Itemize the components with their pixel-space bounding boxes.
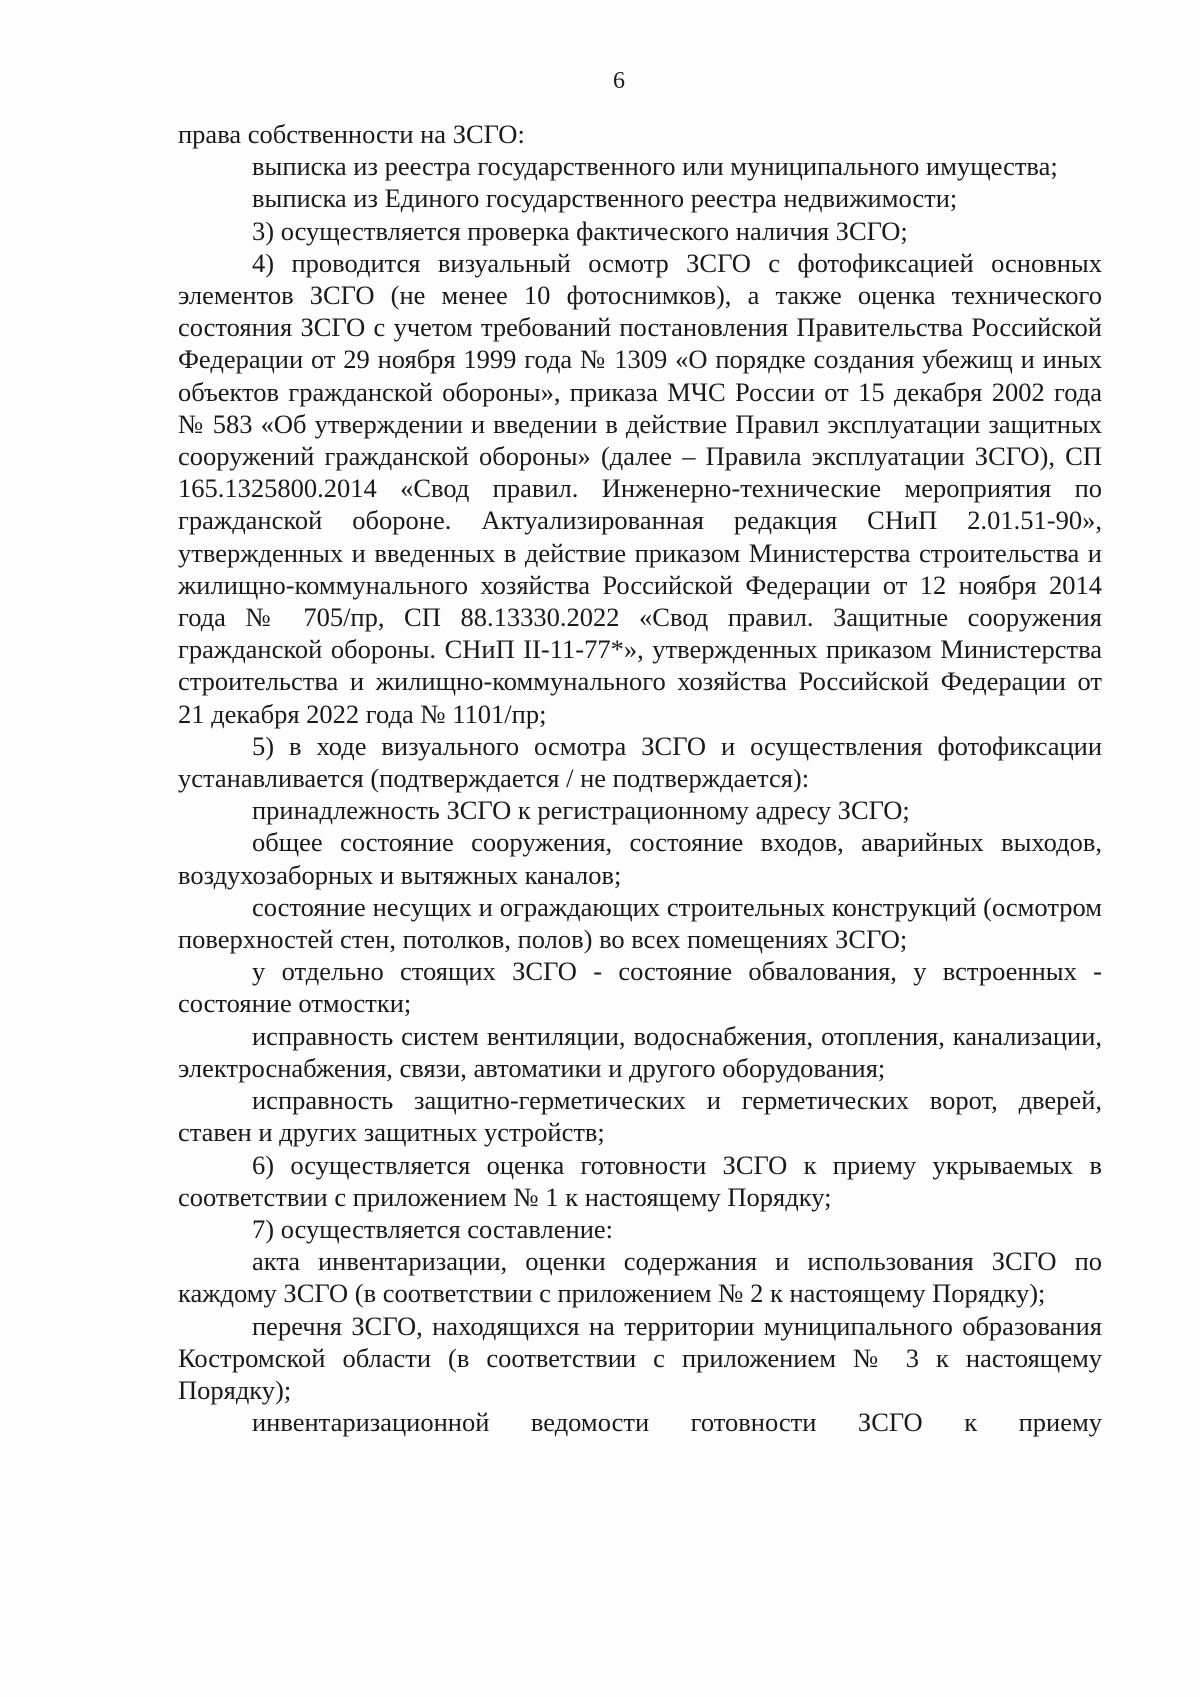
paragraph: у отдельно стоящих ЗСГО - состояние обвалования, у встроенных - состояние отмостки; — [178, 956, 1102, 1019]
paragraph: выписка из Единого государственного реестра недвижимости; — [252, 183, 958, 214]
paragraph: 5) в ходе визуального осмотра ЗСГО и осуществления фотофиксации устанавливается (подтверждается / не подтверждается): — [178, 730, 1102, 794]
paragraph: исправность защитно-герметических и герметических ворот, дверей, ставен и других защитных устройств; — [178, 1085, 1102, 1148]
document-body — [178, 118, 1102, 1438]
paragraph: права собственности на ЗСГО: — [178, 119, 525, 149]
paragraph: 4) проводится визуальный осмотр ЗСГО с фотофиксацией основных элементов ЗСГО (не менее 10 фотоснимков), а также оценка технического состояния ЗСГО с учетом требований постановления Правительства Российской Федерации от 29 ноября 1999 года № 1309 «О порядке создания убежищ и иных объектов гражданской обороны», приказа МЧС России от 15 декабря 2002 года № 583 «Об утверждении и введении в действие Правил эксплуатации защитных сооружений гражданской обороны» (далее – Правила эксплуатации ЗСГО), СП 165.1325800.2014 «Свод правил. Инженерно-технические мероприятия по гражданской обороне. Актуализированная редакция СНиП 2.01.51-90», утвержденных и введенных в действие приказом Министерства строительства и жилищно-коммунального хозяйства Российской Федерации от 12 ноября 2014 года № 705/пр, СП 88.13330.2022 «Свод правил. Защитные сооружения гражданской обороны. СНиП II-11-77*», утвержденных приказом Министерства строительства и жилищно-коммунального хозяйства Российской Федерации от 21 декабря 2022 года № 1101/пр; — [178, 247, 1102, 729]
paragraph: инвентаризационной ведомости готовности ЗСГО к приему — [252, 1407, 1102, 1438]
paragraph: состояние несущих и ограждающих строительных конструкций (осмотром поверхностей стен, потолков, полов) во всех помещениях ЗСГО; — [178, 891, 1102, 955]
paragraph: 6) осуществляется оценка готовности ЗСГО к приему укрываемых в соответствии с приложением № 1 к настоящему Порядку; — [178, 1149, 1102, 1212]
paragraph: перечня ЗСГО, находящихся на территории муниципального образования Костромской области (в соответствии с приложением № 3 к настоящему Порядку); — [178, 1310, 1102, 1405]
paragraph: исправность систем вентиляции, водоснабжения, отопления, канализации, электроснабжения, связи, автоматики и другого оборудования; — [178, 1020, 1102, 1083]
paragraph: выписка из реестра государственного или муниципального имущества; — [252, 151, 1058, 182]
paragraph: акта инвентаризации, оценки содержания и использования ЗСГО по каждому ЗСГО (в соответствии с приложением № 2 к настоящему Порядку); — [178, 1246, 1102, 1309]
paragraph: общее состояние сооружения, состояние входов, аварийных выходов, воздухозаборных и вытяжных каналов; — [178, 827, 1102, 890]
page-number: 6 — [613, 68, 625, 94]
paragraph: 7) осуществляется составление: — [252, 1213, 613, 1244]
paragraph: 3) осуществляется проверка фактического наличия ЗСГО; — [252, 215, 908, 246]
paragraph: принадлежность ЗСГО к регистрационному адресу ЗСГО; — [252, 795, 910, 826]
